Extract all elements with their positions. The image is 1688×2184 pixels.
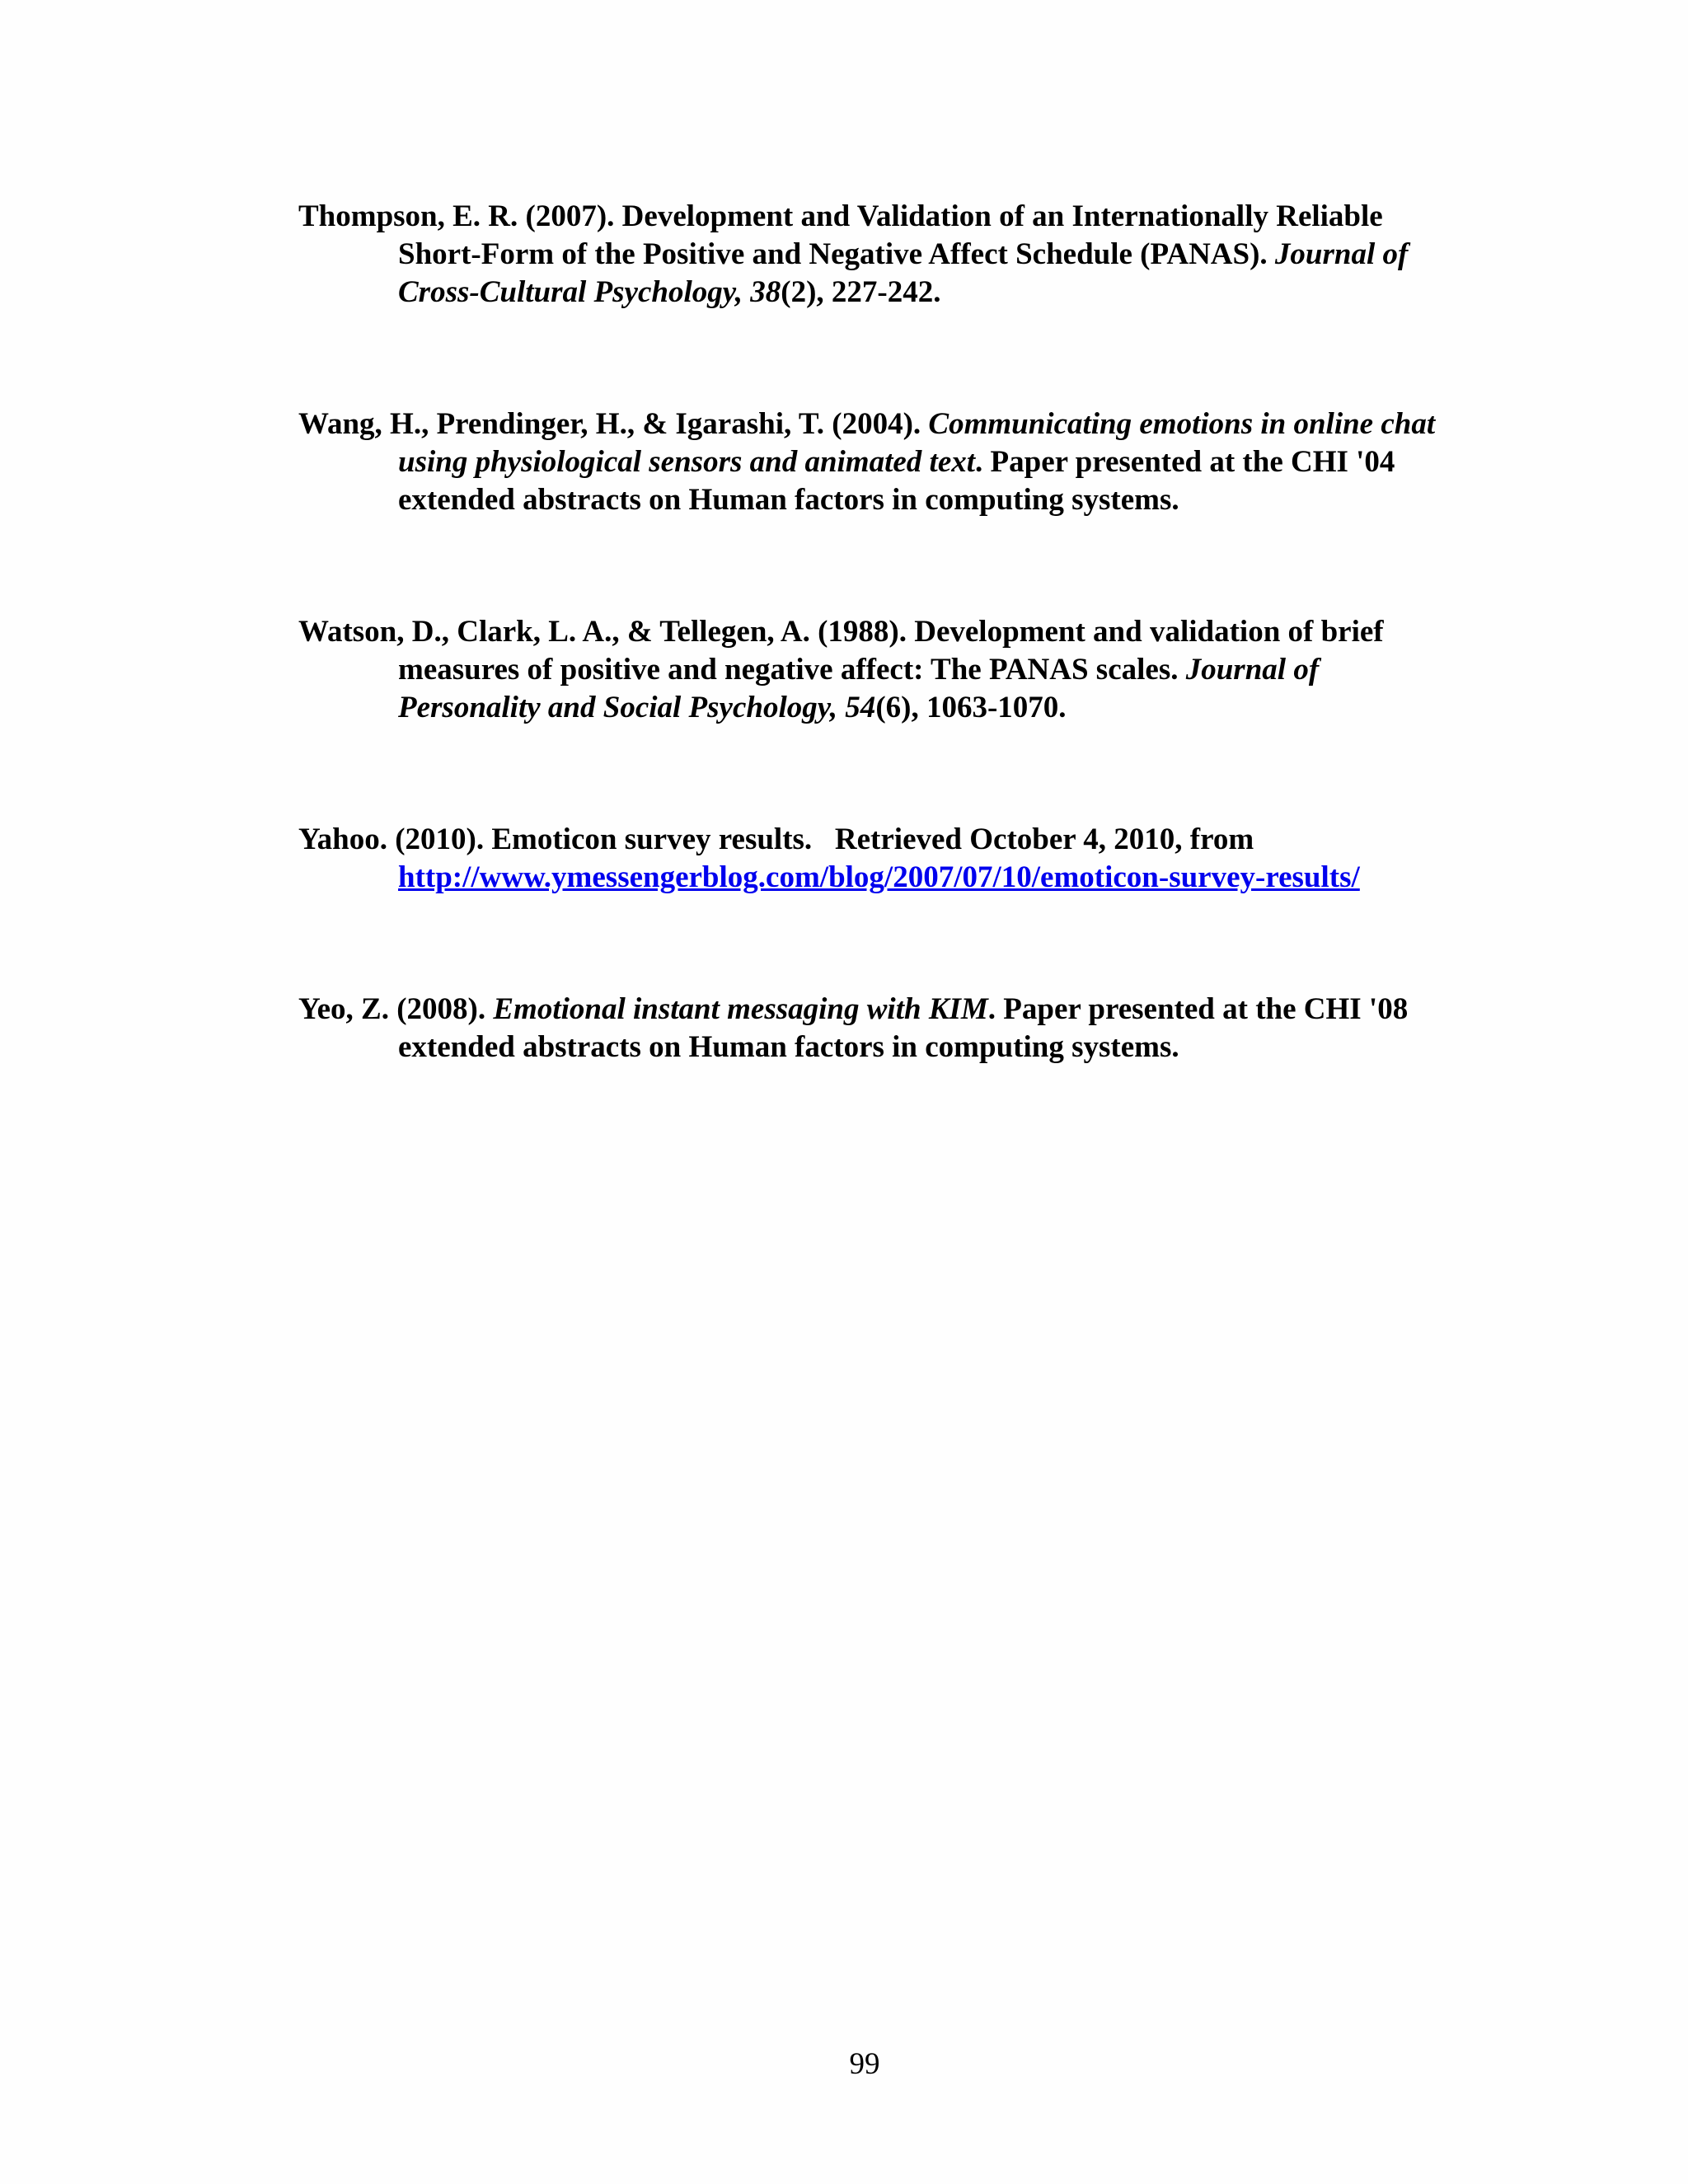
journal-title: Journal of Personality and Social Psychology, 54 [398, 653, 1320, 724]
reference-text: (2), 227-242. [781, 275, 941, 309]
page-number: 99 [849, 2047, 880, 2081]
work-title: Communicating emotions in online chat using physiological sensors and animated text [398, 407, 1436, 479]
reference-wang-2004 [298, 405, 1452, 519]
reference-text: . Paper presented at the CHI '08 extended abstracts on Human factors in computing systems. [398, 992, 1409, 1064]
reference-yahoo-2010 [298, 821, 1452, 897]
reference-text: Yeo, Z. (2008). [298, 992, 494, 1026]
reference-text: Watson, D., Clark, L. A., & Tellegen, A. (1988). Development and validation of brief measures of positive and negative affect: The PANAS scales. [298, 615, 1384, 687]
reference-watson-1988 [298, 613, 1452, 727]
reference-list [298, 198, 1452, 1160]
journal-title: Journal of Cross-Cultural Psychology, 38 [398, 237, 1409, 309]
reference-text: (6), 1063-1070. [875, 691, 1067, 724]
reference-yeo-2008 [298, 991, 1452, 1066]
work-title: Emotional instant messaging with KIM [493, 992, 988, 1026]
reference-thompson-2007 [298, 198, 1452, 312]
reference-text: Thompson, E. R. (2007). Development and Validation of an Internationally Reliable Short-Form of the Positive and Negative Affect Schedule (PANAS). [298, 199, 1383, 271]
reference-text: Yahoo. (2010). Emoticon survey results. Retrieved October 4, 2010, from [298, 823, 1262, 856]
reference-text: Wang, H., Prendinger, H., & Igarashi, T. (2004). [298, 407, 929, 441]
reference-url-link[interactable]: http://www.ymessengerblog.com/blog/2007/07/10/emoticon-survey-results/ [398, 860, 1360, 894]
reference-text: . Paper presented at the CHI '04 extended abstracts on Human factors in computing systems. [398, 445, 1395, 517]
